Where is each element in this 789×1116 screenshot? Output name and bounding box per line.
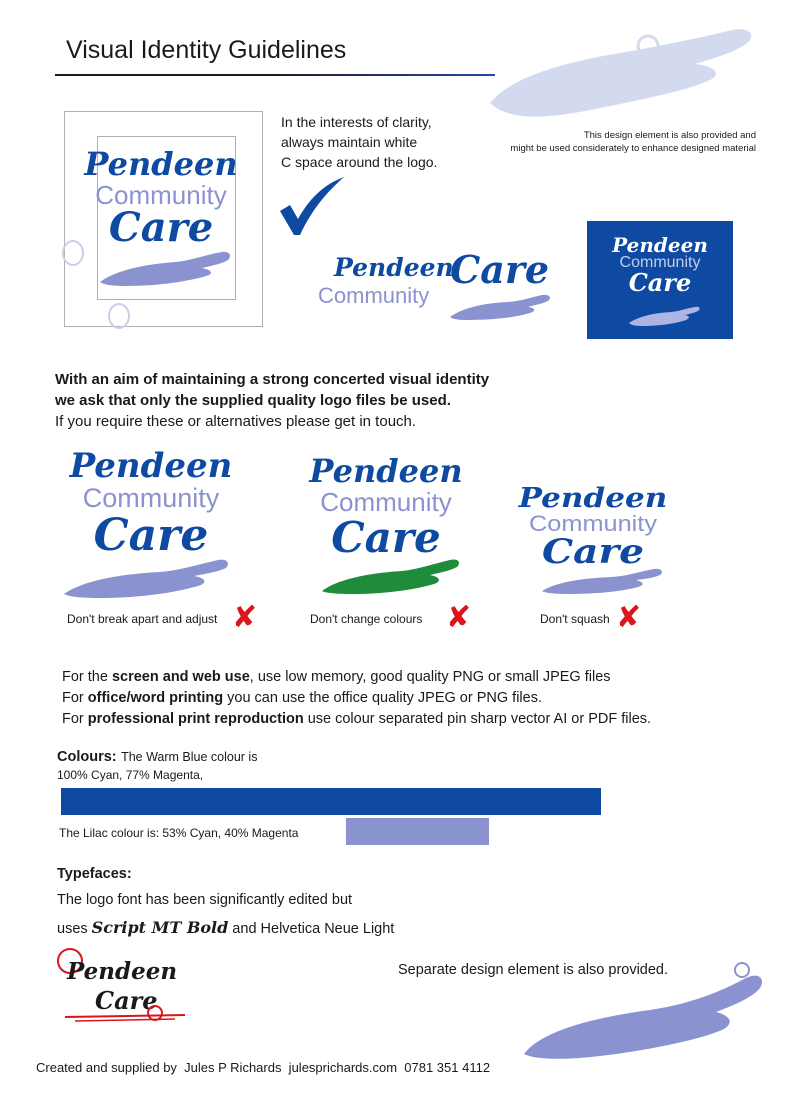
logo-reversed: Pendeen Community Care	[612, 233, 708, 297]
logo-usage-notice: With an aim of maintaining a strong concerted visual identity we ask that only the supplied quality logo files be used. If you require these or alternatives please get in touch.	[55, 371, 490, 430]
logo-reversed-panel	[587, 221, 733, 339]
logo-dont-break-apart: Pendeen Community Care	[69, 446, 233, 561]
typefaces-fonts: uses Script MT Bold and Helvetica Neue Light	[57, 918, 395, 937]
dont-caption: Don't squash	[540, 612, 610, 626]
lilac-swatch	[346, 818, 489, 845]
file-usage-guidance: For the screen and web use, use low memory, good quality PNG or small JPEG files For office/word printing you can use the office quality JPEG or PNG files. For professional print reproduction use colour separated pin sharp vector AI or PDF files.	[62, 669, 652, 727]
dont-caption: Don't break apart and adjust	[67, 612, 218, 626]
logo-clear-space: Pendeen Community Care	[84, 145, 238, 251]
logo-dont-squash: Pendeen Community Care	[518, 483, 668, 572]
typefaces-heading: Typefaces:	[57, 866, 132, 882]
page-title: Visual Identity Guidelines	[66, 36, 347, 64]
cross-icon: ✘	[616, 600, 642, 635]
hand-design-element-top	[470, 18, 770, 138]
cross-icon: ✘	[446, 600, 472, 635]
lilac-values: The Lilac colour is: 53% Cyan, 40% Magenta	[59, 826, 299, 840]
warm-blue-values: 100% Cyan, 77% Magenta,	[57, 768, 204, 782]
separate-element-note: Separate design element is also provided.	[398, 962, 669, 978]
clear-space-marker	[108, 303, 130, 329]
logo-dont-change-colours: Pendeen Community Care	[309, 452, 463, 562]
cross-icon: ✘	[232, 600, 258, 635]
sketch-underline	[55, 1001, 195, 1025]
logo-horizontal: Pendeen Community Care	[318, 247, 558, 317]
footer-credit: Created and supplied by Jules P Richards julesprichards.com 0781 351 4112	[36, 1060, 491, 1075]
logo-hand-icon	[446, 293, 556, 321]
logo-hand-icon	[60, 556, 240, 600]
title-underline	[55, 74, 495, 76]
colours-heading-line: Colours: The Warm Blue colour is	[57, 749, 258, 765]
logo-hand-icon-green	[318, 557, 468, 595]
clear-space-note: In the interests of clarity, always maintain white C space around the logo.	[281, 114, 438, 170]
logo-hand-icon	[96, 248, 236, 288]
logo-hand-icon	[538, 567, 668, 595]
design-element-note: This design element is also provided and might be used considerately to enhance designed material	[510, 130, 756, 154]
typefaces-note: The logo font has been significantly edited but	[57, 892, 353, 908]
dont-caption: Don't change colours	[310, 612, 423, 626]
warm-blue-swatch	[61, 788, 601, 815]
check-icon	[278, 175, 348, 237]
hand-design-element-bottom	[520, 962, 770, 1062]
sketch-logo: Pendeen Care	[55, 946, 195, 1026]
logo-hand-icon	[627, 305, 703, 327]
